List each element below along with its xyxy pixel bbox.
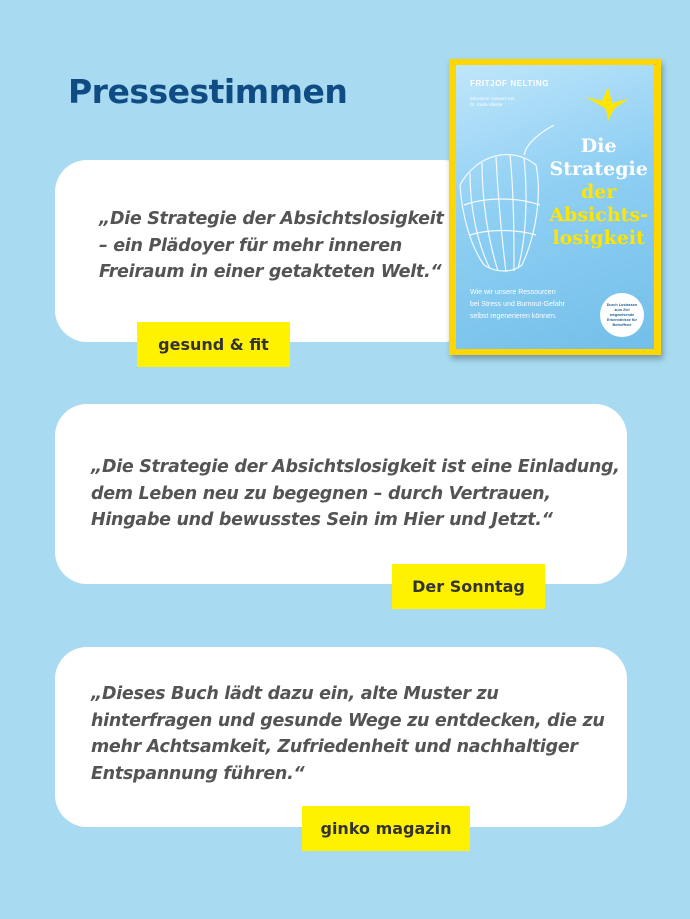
book-cover [449, 59, 661, 355]
book-cover-front [456, 65, 654, 349]
book-foreword-note: Mit einem Vorwort von Dr. Karla Vikette [470, 96, 515, 107]
book-badge: Durch Loslassen zum Ziel wegweisende Erkenntnisse für Betroffene [600, 293, 644, 337]
book-title-line-1: Die [580, 135, 617, 157]
book-subtitle: Wie wir unsere Ressourcen bei Stress und Burnout-Gefahr selbst regenerieren können. [470, 289, 565, 320]
page-title: Pressestimmen [68, 72, 348, 111]
quote-source-2: Der Sonntag [392, 564, 545, 609]
quote-text-2: „Die Strategie der Absichtslosigkeit ist eine Einladung, dem Leben neu zu begegnen – durch Vertrauen, Hingabe und bewusstes Sein im Hier und Jetzt.“ [91, 457, 620, 530]
book-title-line-3: der [580, 181, 617, 203]
book-title-line-2: Strategie [549, 158, 648, 180]
bird-icon [584, 83, 630, 123]
book-title-line-4: Absichts- [549, 204, 648, 226]
book-author: FRITJOF NELTING [470, 79, 550, 88]
quote-text-1: „Die Strategie der Absichtslosigkeit – ein Plädoyer für mehr inneren Freiraum in einer getakteten Welt.“ [99, 209, 444, 282]
quote-source-1: gesund & fit [137, 322, 290, 367]
quote-source-3: ginko magazin [302, 806, 470, 851]
quote-text-3: „Dieses Buch lädt dazu ein, alte Muster zu hinterfragen und gesunde Wege zu entdecken, die zu mehr Achtsamkeit, Zufriedenheit und nachhaltiger Entspannung führen.“ [91, 684, 605, 784]
book-title-line-5: losigkeit [552, 227, 645, 249]
book-title [549, 135, 648, 250]
